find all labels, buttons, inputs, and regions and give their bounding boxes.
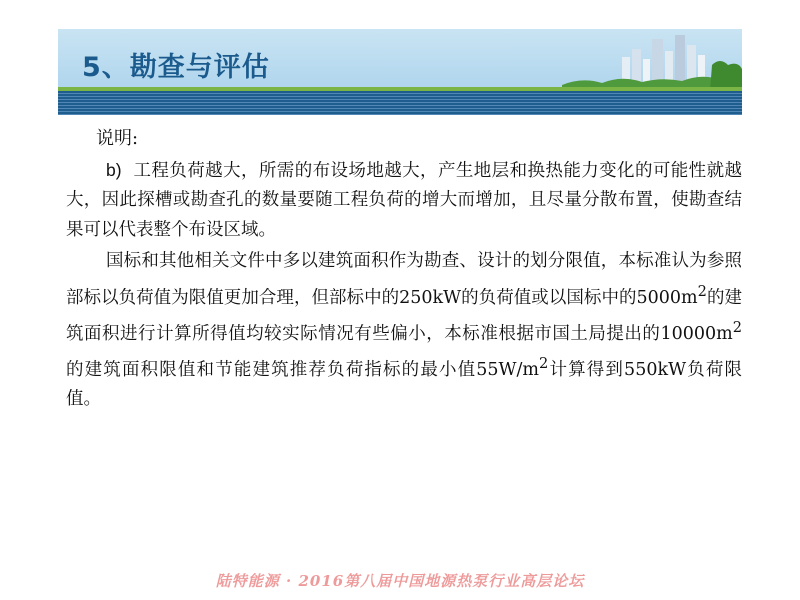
superscript-2: 2: [732, 318, 742, 336]
section-heading: 说明:: [96, 128, 139, 149]
superscript-2: 2: [697, 282, 707, 300]
city-skyline-image: [562, 35, 742, 91]
page-title: 5、勘查与评估: [82, 52, 270, 83]
paragraph2-part3: 的建筑面积限值和节能建筑推荐负荷指标的最小值55W/m: [66, 359, 540, 380]
superscript-2: 2: [539, 355, 549, 373]
item-b-text: 工程负荷越大，所需的布设场地越大，产生地层和换热能力变化的可能性就越大，因此探槽或勘查孔的数量要随工程负荷的增大而增加，且尽量分散布置，使勘查结果可以代表整个布设区域。: [66, 160, 742, 240]
footer-text: 陆特能源 · 2016第八届中国地源热泵行业高层论坛: [215, 572, 585, 590]
header-banner: [58, 29, 742, 115]
paragraph2-part1: 国标和其他相关文件中多以建筑面积作为勘查、设计的划分限值，本标准认为参照部标以负荷值为限值更加合理，但部标中的250kW的负荷值或以国标中的5000m: [66, 251, 742, 308]
slide-content: [66, 124, 742, 415]
blue-striped-band: [58, 91, 742, 115]
paragraph2-part2: 的建筑面积进行计算所得值均较实际情况有些偏小，本标准根据市国土局提出的10000m: [66, 287, 743, 344]
paragraph-item-b: [66, 156, 742, 246]
paragraph-standards: [66, 247, 742, 415]
paragraph2-part4: 计算得到550kW负荷限值。: [66, 359, 742, 410]
item-label: b): [106, 159, 122, 180]
